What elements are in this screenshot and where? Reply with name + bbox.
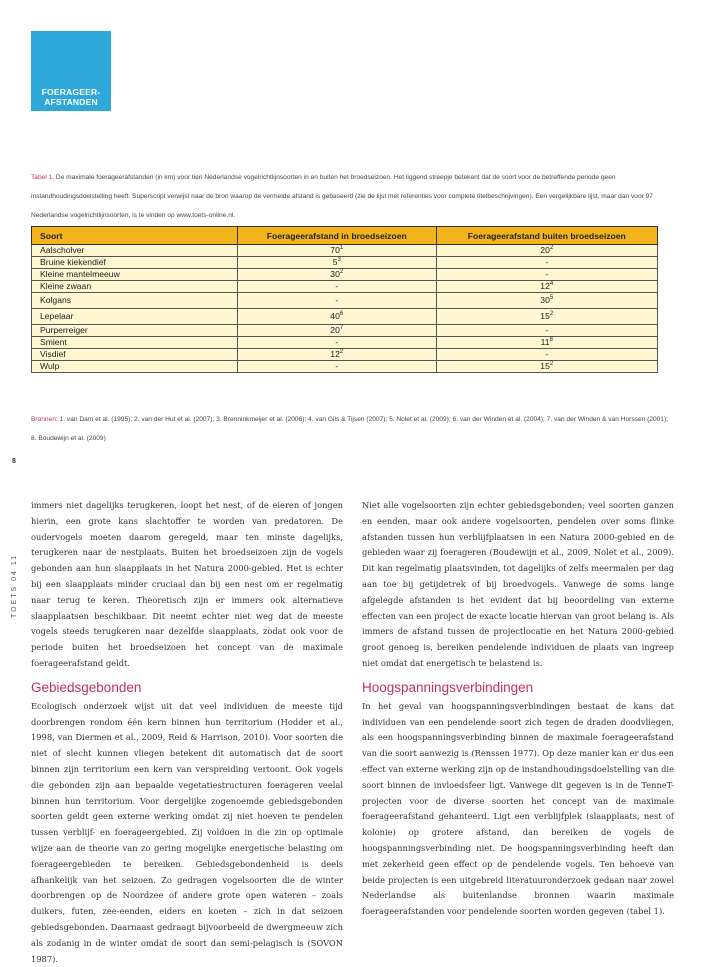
table-row <box>32 281 658 293</box>
cell-buiten-broedseizoen <box>436 281 657 293</box>
sources-text: 1. van Dam et al. (1995); 2. van der Hut et al. (2007); 3. Brenninkmeijer et al. (2006); 4. van Gils & Tijsen (2007); 5. Nolet et al. (2009); 6. van der Winden et al. (2004); 7. van der Winden & van Horssen (2001); 8. Boudewijn et al. (2009) <box>31 416 668 442</box>
cell-soort <box>32 337 238 349</box>
cell-in-broedseizoen <box>238 257 437 269</box>
source-reference: 2 <box>339 349 344 355</box>
caption-label: Tabel 1. <box>31 174 55 181</box>
cell-soort-value: Smient <box>40 337 67 347</box>
cell-soort-value: Visdief <box>40 349 66 359</box>
cell-soort <box>32 325 238 337</box>
cell-in-broedseizoen-value: - <box>335 337 339 347</box>
table-row <box>32 361 658 373</box>
cell-in-broedseizoen-value: 5 <box>332 257 338 267</box>
cell-buiten-broedseizoen <box>436 293 657 309</box>
paragraph: immers niet dagelijks terugkeren, loopt het nest, of de eieren of jongen hierin, een grote kans slachtoffer te worden van predatoren. De oudervogels moeten daarom geregeld, maar ten minste dagelijks, terugkeren naar de nestplaats. Buiten het broedseizoen zijn de vogels gebonden aan hun slaapplaats in het Natura 2000-gebied. Het is echter bij een slaapplaats minder cruciaal dan bij een nest om er regelmatig naar terug te keren. Theoretisch zijn er immers ook alternatieve slaapplaatsen beschikbaar. Dit neemt echter niet weg dat de meeste vogels steeds terugkeren naar dezelfde slaapplaats, zodat ook voor de periode buiten het broedseizoen het concept van de maximale foerageerafstand geldt. <box>31 500 343 668</box>
cell-soort <box>32 309 238 325</box>
cell-in-broedseizoen <box>238 293 437 309</box>
cell-soort <box>32 361 238 373</box>
cell-buiten-broedseizoen <box>436 309 657 325</box>
cell-in-broedseizoen <box>238 337 437 349</box>
cell-buiten-broedseizoen-value: - <box>545 325 549 335</box>
cell-in-broedseizoen-value: - <box>335 281 339 291</box>
source-reference: 6 <box>339 311 344 317</box>
cell-buiten-broedseizoen <box>436 245 657 257</box>
journal-name: TOETS 04 11 <box>11 553 18 618</box>
cell-buiten-broedseizoen <box>436 337 657 349</box>
table-row <box>32 349 658 361</box>
cell-buiten-broedseizoen-value: 15 <box>540 311 550 321</box>
source-reference: 5 <box>549 295 554 301</box>
cell-soort <box>32 281 238 293</box>
caption-text: De maximale foerageerafstanden (in km) voor tien Nederlandse vogelrichtlijnsoorten in en buiten het broedseizoen. Het liggend streepje betekent dat de soort voor de betreffende periode geen instandhoudingsdoelstelling heeft. Superscript verwijst naar de bron waarop de vermelde afstand is gebaseerd (zie de lijst met referenties voor complete titelbeschrijvingen). Een vergelijkbare lijst, maar dan voor 97 Nederlandse vogelrichtlijnsoorten, is te vinden op www.toets-online.nl. <box>31 174 653 219</box>
cell-buiten-broedseizoen-value: 15 <box>540 361 550 371</box>
header-soort: Soort <box>32 227 238 245</box>
source-reference: 8 <box>549 337 553 343</box>
table-caption <box>31 168 671 225</box>
cell-buiten-broedseizoen-value: - <box>545 269 549 279</box>
cell-buiten-broedseizoen <box>436 325 657 337</box>
right-column <box>362 498 674 920</box>
cell-soort <box>32 349 238 361</box>
source-reference: 7 <box>339 325 344 331</box>
table-row <box>32 293 658 309</box>
section-tag <box>31 31 111 111</box>
cell-soort <box>32 269 238 281</box>
table-row <box>32 269 658 281</box>
table-header-row <box>32 227 658 245</box>
cell-soort <box>32 257 238 269</box>
source-reference: 2 <box>549 361 554 367</box>
table-row <box>32 257 658 269</box>
cell-in-broedseizoen <box>238 245 437 257</box>
cell-buiten-broedseizoen-value: 12 <box>540 281 550 291</box>
cell-in-broedseizoen-value: - <box>335 361 339 371</box>
section-tag-line1: FOERAGEER- <box>41 87 101 97</box>
cell-in-broedseizoen <box>238 309 437 325</box>
cell-in-broedseizoen-value: 30 <box>330 269 340 279</box>
cell-in-broedseizoen-value: 12 <box>330 349 340 359</box>
foraging-distance-table <box>31 226 658 373</box>
table-row <box>32 245 658 257</box>
cell-soort-value: Aalscholver <box>40 245 85 255</box>
cell-buiten-broedseizoen <box>436 257 657 269</box>
cell-buiten-broedseizoen-value: - <box>545 257 549 267</box>
sources-label: Bronnen: <box>31 416 58 423</box>
cell-in-broedseizoen-value: - <box>335 295 339 305</box>
table-row <box>32 325 658 337</box>
table-row <box>32 337 658 349</box>
paragraph: Niet alle vogelsoorten zijn echter gebiedsgebonden; veel soorten ganzen en eenden, maar ook andere vogelsoorten, pendelen over soms flinke afstanden tussen hun verblijfplaatsen in een Natura 2000-gebied en de gebieden waar zij foerageren (Boudewijn et al., 2009, Nolet et al., 2009). Dit kan regelmatig plaatsvinden, tot dagelijks of zelfs meermalen per dag aan toe bij getijdetrek of bij broedvogels. Vanwege de soms lange afgelegde afstanden is het evident dat bij beoordeling van externe effecten van een project de exacte locatie hiervan van groot belang is. Als immers de afstand tussen de projectlocatie en het Natura 2000-gebied groot genoeg is, bereiken pendelende individuen de plaats van ingreep niet omdat dat energetisch te belastend is. <box>362 500 674 668</box>
cell-soort-value: Kolgans <box>40 295 72 305</box>
source-reference: 2 <box>339 269 344 275</box>
paragraph: In het geval van hoogspanningsverbindingen bestaat de kans dat individuen van een pendelende soort zich tegen de draden doodvliegen, als een hoogspanningsverbinding binnen de maximale foerageerafstand van die soort aanwezig is (Renssen 1977). Op deze manier kan er dus een effect van externe werking zijn op de instandhoudingsdoelstelling van die soort binnen de invloedsfeer ligt. Vanwege dit gegeven is in de TenneT-projecten voor de diverse soorten het concept van de maximale foerageerafstand gehanteerd. Ligt een verblijfplek (slaapplaats, nest of kolonie) op grotere afstand, dan bereiken de vogels de hoogspanningsverbinding niet. De hoogspanningsverbinding heeft dan met zekerheid geen effect op de pendelende vogels. Ten behoeve van beide projecten is een uitgebreid literatuuronderzoek gedaan naar zowel Nederlandse als buitenlandse bronnen waarin maximale foerageerafstanden voor pendelende soorten worden gegeven (tabel 1). <box>362 700 674 917</box>
cell-buiten-broedseizoen-value: 11 <box>540 337 550 347</box>
table-row <box>32 309 658 325</box>
source-reference: 2 <box>549 245 554 251</box>
left-column <box>31 498 343 967</box>
section-tag-line2: AFSTANDEN <box>44 97 98 107</box>
header-buiten-broedseizoen: Foerageerafstand buiten broedseizoen <box>436 227 657 245</box>
cell-in-broedseizoen-value: 40 <box>330 311 340 321</box>
cell-soort <box>32 293 238 309</box>
source-reference: 2 <box>549 311 554 317</box>
cell-soort-value: Lepelaar <box>40 311 74 321</box>
cell-buiten-broedseizoen <box>436 361 657 373</box>
source-reference: 4 <box>549 281 554 287</box>
cell-buiten-broedseizoen-value: - <box>545 349 549 359</box>
source-reference: 3 <box>337 257 341 263</box>
cell-in-broedseizoen <box>238 281 437 293</box>
cell-in-broedseizoen <box>238 269 437 281</box>
page-number: 8 <box>12 458 16 465</box>
cell-soort-value: Bruine kiekendief <box>40 257 106 267</box>
cell-buiten-broedseizoen <box>436 349 657 361</box>
cell-buiten-broedseizoen-value: 30 <box>540 295 550 305</box>
heading-hoogspanningsverbindingen: Hoogspanningsverbindingen <box>362 679 534 695</box>
cell-buiten-broedseizoen-value: 20 <box>540 245 550 255</box>
cell-soort-value: Purperreiger <box>40 325 88 335</box>
paragraph: Ecologisch onderzoek wijst uit dat veel individuen de meeste tijd doorbrengen rondom één kern binnen hun territorium (Hodder et al., 1998, van Diermen et al., 2009, Reid & Harrison, 2010). Voor soorten die niet of slecht kunnen vliegen betekent dit automatisch dat de soort binnen zijn territorium een kern van verspreiding vertoont. Ook vogels die gebonden zijn aan bepaalde vegetatiestructuren foerageren veelal binnen hun territorium. Voor dergelijke zogenoemde gebiedsgebonden soorten geldt geen externe werking omdat zij niet hoeven te pendelen tussen verblijf- en foerageergebied. Zij voldoen in die zin op optimale wijze aan de theorie van zo gering mogelijke energetische belasting om foerageergebieden te bereiken. Gebiedsgebondenheid is deels afhankelijk van het seizoen. Zo gedragen vogelsoorten die de winter doorbrengen op de Noordzee of andere grote open wateren – zoals duikers, futen, zee-eenden, eiders en koeten – zich in dat seizoen gebiedsgebonden. Daarnaast gedraagt bijvoorbeeld de dwergmeeuw zich als zodanig in de winter omdat de soort dan semi-pelagisch is (SOVON 1987). <box>31 700 343 964</box>
cell-soort-value: Kleine zwaan <box>40 281 92 291</box>
cell-soort <box>32 245 238 257</box>
cell-in-broedseizoen <box>238 349 437 361</box>
sources-list <box>31 410 671 448</box>
source-reference: 1 <box>339 245 344 251</box>
cell-in-broedseizoen-value: 20 <box>330 325 340 335</box>
cell-buiten-broedseizoen <box>436 269 657 281</box>
cell-soort-value: Kleine mantelmeeuw <box>40 269 120 279</box>
cell-in-broedseizoen <box>238 325 437 337</box>
cell-in-broedseizoen <box>238 361 437 373</box>
header-in-broedseizoen: Foerageerafstand in broedseizoen <box>238 227 437 245</box>
cell-soort-value: Wulp <box>40 361 60 371</box>
cell-in-broedseizoen-value: 70 <box>330 245 340 255</box>
heading-gebiedsgebonden: Gebiedsgebonden <box>31 679 142 695</box>
